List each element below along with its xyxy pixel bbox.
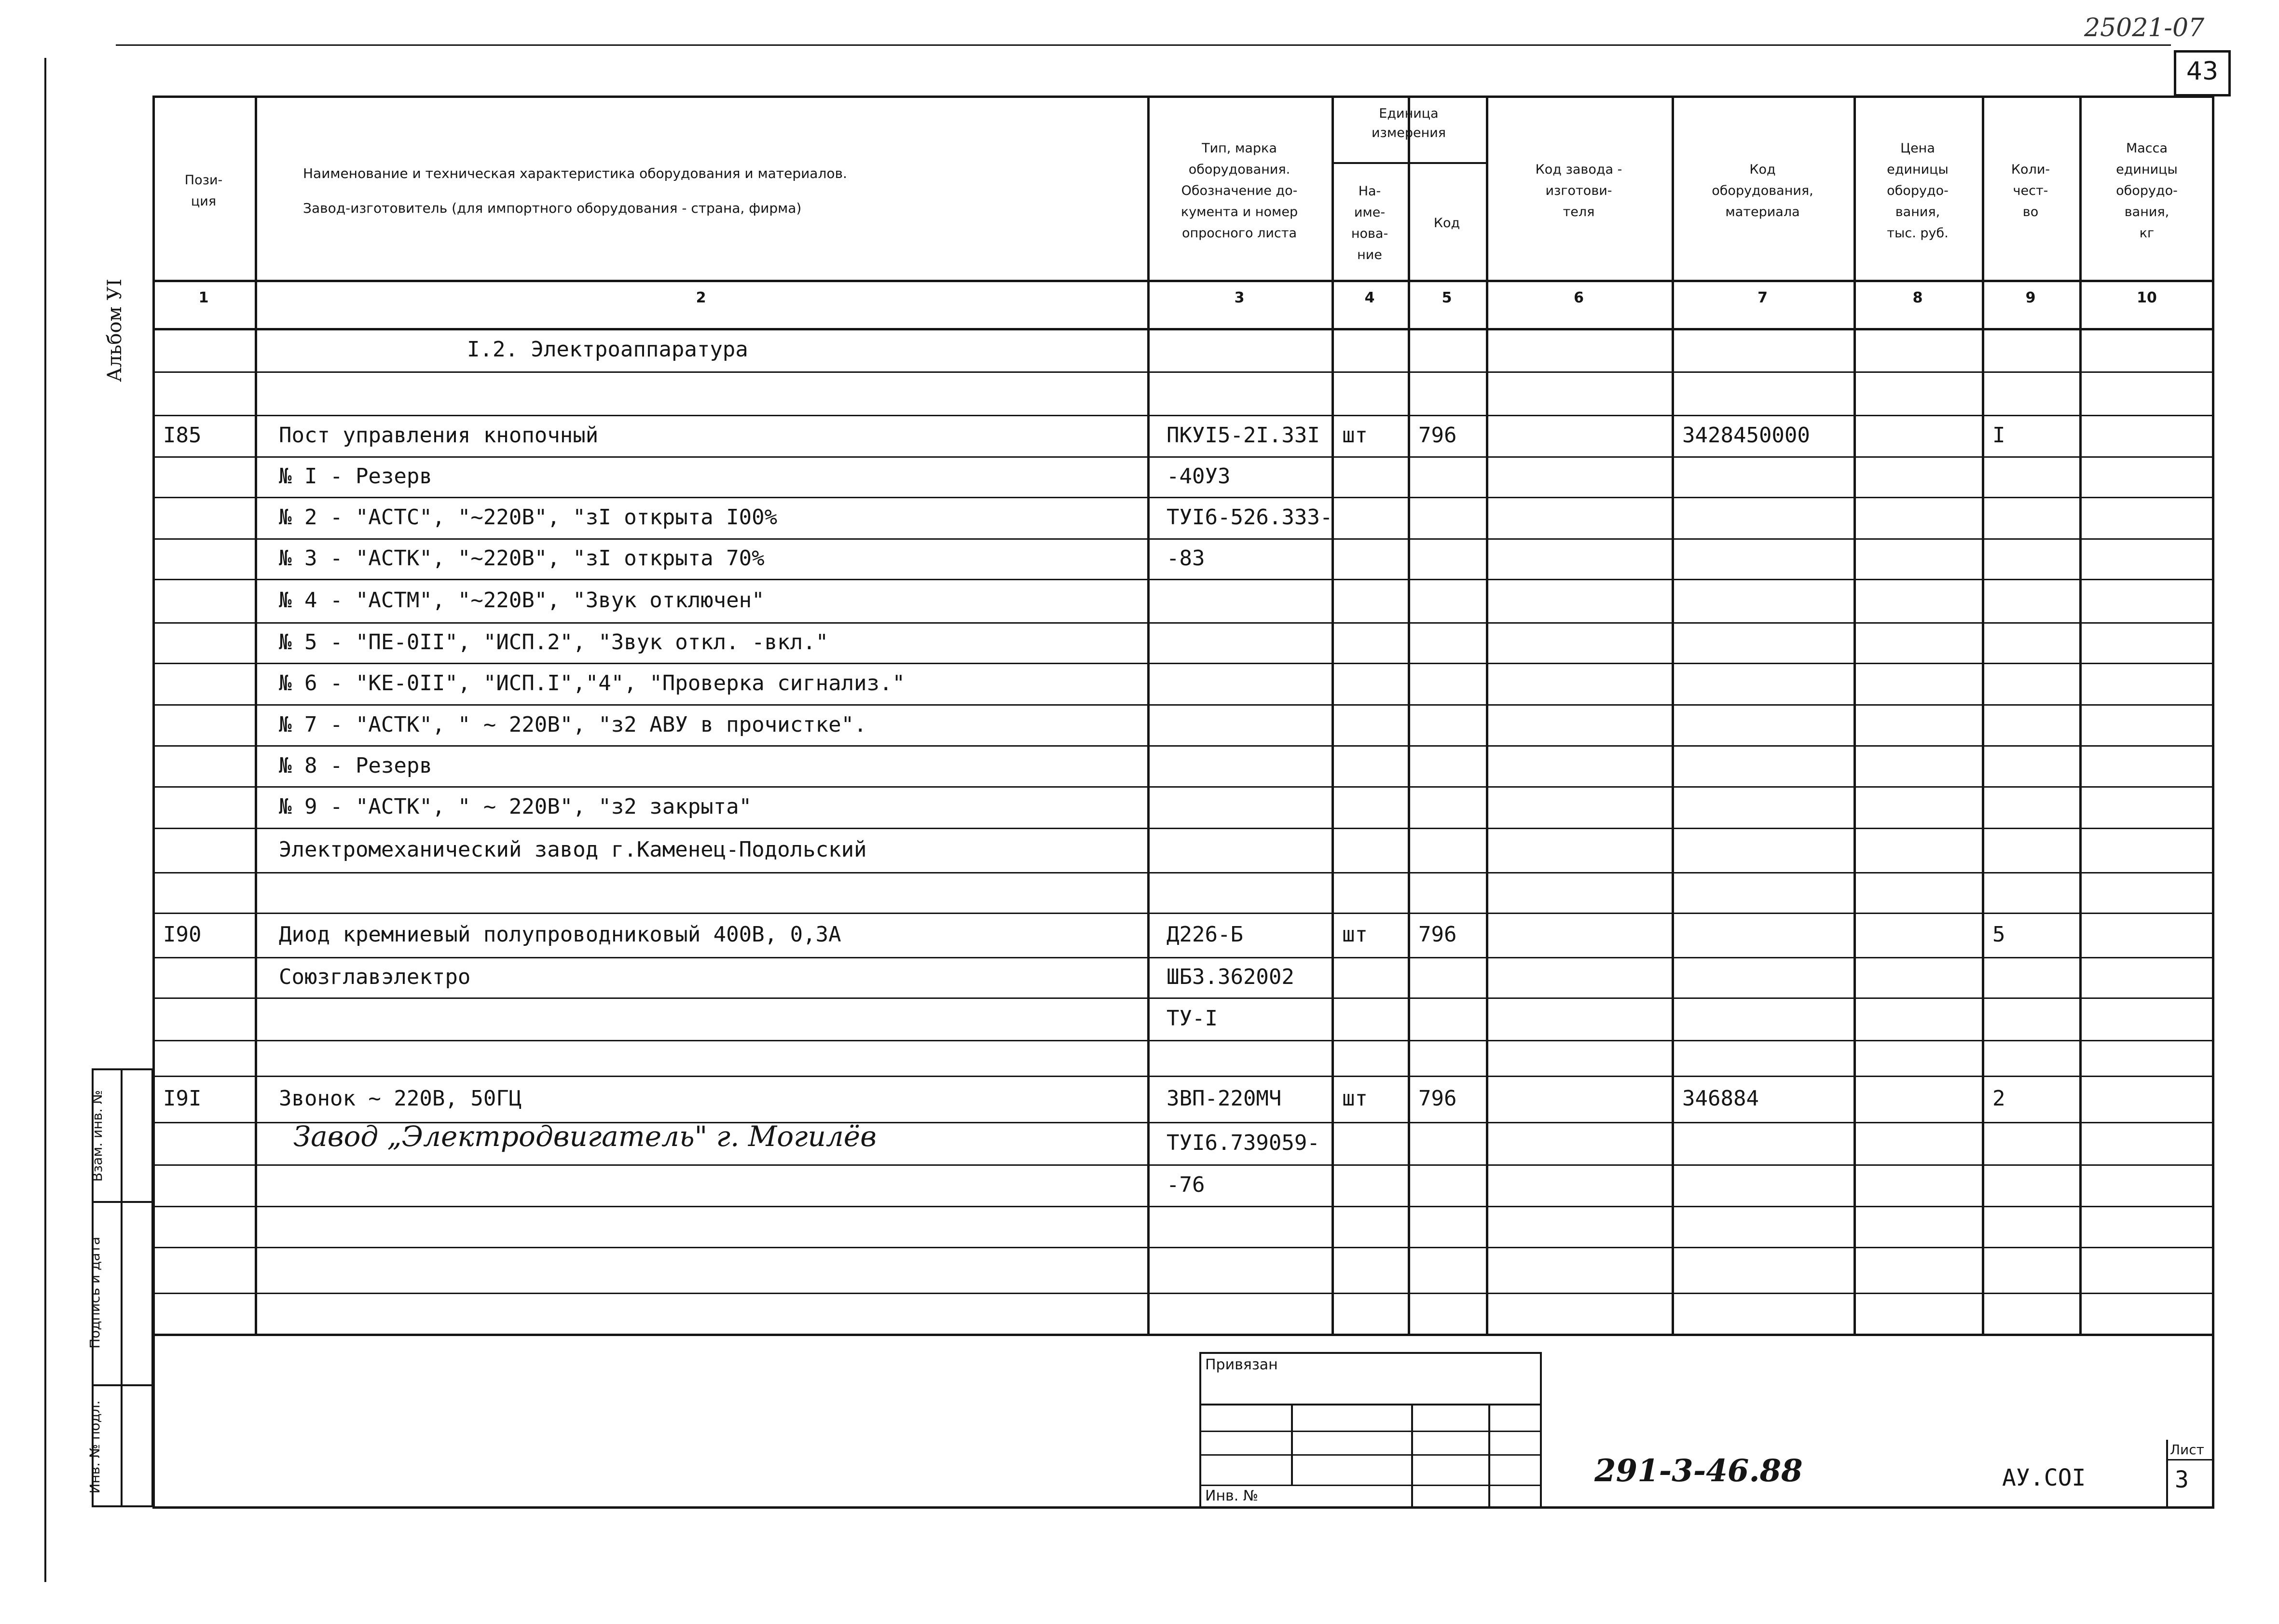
header-col-number-7: 7 <box>1757 289 1768 306</box>
row-line <box>152 704 2214 706</box>
header-col-4-line: нова- <box>1351 226 1388 241</box>
row-line <box>152 579 2214 580</box>
cell-type: ТУI6.739059- <box>1167 1131 1320 1155</box>
header-col-number-1: 1 <box>198 289 209 306</box>
header-col-1-line: Пози- <box>184 173 223 188</box>
sheet-number: 3 <box>2175 1466 2189 1493</box>
header-col-7-line: материала <box>1725 205 1800 219</box>
cell-qty: I <box>1992 423 2005 448</box>
stamp-inv-label: Инв. № <box>1205 1488 1259 1504</box>
cell-equip: 346884 <box>1682 1086 1759 1111</box>
row-line <box>152 415 2214 416</box>
header-col-6-line: изготови- <box>1545 183 1612 198</box>
header-col-8-line: Цена <box>1900 141 1935 156</box>
cell-pos: I9I <box>163 1086 202 1111</box>
row-line <box>152 456 2214 458</box>
header-col-8-line: единицы <box>1887 162 1949 177</box>
row-line <box>152 786 2214 788</box>
cell-name: № 3 - "АСТК", "~220В", "зI открыта 70% <box>279 546 765 571</box>
side-label-vzam: Взам. инв. № <box>89 1090 105 1182</box>
cell-name: № 5 - "ПЕ-0II", "ИСП.2", "Звук откл. -вкл." <box>279 630 829 655</box>
header-col-4-line: На- <box>1358 183 1381 199</box>
header-col-8-line: тыс. руб. <box>1887 226 1949 241</box>
header-col-number-6: 6 <box>1574 289 1584 306</box>
cell-type: ТУI6-526.333- <box>1167 505 1333 530</box>
cell-equip: 3428450000 <box>1682 423 1810 448</box>
header-col-1-line: ция <box>191 194 217 209</box>
cell-name: Пост управления кнопочный <box>279 423 599 448</box>
number-row-line <box>152 328 2214 330</box>
header-col-10-line: кг <box>2139 226 2155 241</box>
stamp-bound-line4 <box>1199 1485 1542 1486</box>
unit-group-label: Единица измерения <box>1371 106 1446 140</box>
corner-code: 25021-07 <box>2084 14 2205 42</box>
header-col-9-line: чест- <box>2013 183 2048 198</box>
cell-name: Диод кремниевый полупроводниковый 400В, 0,3А <box>279 922 841 947</box>
header-col-8-line: оборудо- <box>1887 183 1949 198</box>
cell-name: № 7 - "АСТК", " ~ 220В", "з2 АВУ в прочистке". <box>279 712 867 737</box>
row-line <box>152 1247 2214 1248</box>
cell-type: ТУ-I <box>1167 1006 1218 1031</box>
stamp-bound-vline1 <box>1291 1404 1293 1485</box>
header-col-number-10: 10 <box>2137 289 2157 306</box>
cell-type: -76 <box>1167 1173 1205 1197</box>
stamp-bound-label: Привязан <box>1205 1356 1278 1373</box>
header-col-10-line: Масса <box>2126 141 2168 156</box>
header-col-number-3: 3 <box>1234 289 1245 306</box>
side-stamp-divider <box>121 1068 123 1507</box>
side-label-inv: Инв. № подл. <box>87 1400 103 1494</box>
body-bottom-line <box>152 1334 2214 1336</box>
cell-name: Звонок ~ 220В, 50ГЦ <box>279 1086 522 1111</box>
cell-type: ШБ3.362002 <box>1167 965 1294 989</box>
cell-unit: шт <box>1342 1086 1368 1111</box>
header-col-number-2: 2 <box>696 289 706 306</box>
cell-code: 796 <box>1418 423 1457 448</box>
cell-unit: шт <box>1342 423 1368 448</box>
cell-type: -40У3 <box>1167 464 1231 489</box>
stamp-bound-vline2 <box>1411 1404 1413 1507</box>
stamp-bound-line1 <box>1199 1404 1542 1406</box>
row-line <box>152 745 2214 747</box>
header-col-7-line: Код <box>1749 162 1776 177</box>
row-line <box>152 957 2214 958</box>
header-col-8-line: вания, <box>1895 205 1940 219</box>
unit-group-divider <box>1332 162 1486 164</box>
cell-code: 796 <box>1418 1086 1457 1111</box>
doc-code: АУ.COI <box>2002 1464 2086 1491</box>
cell-name: Завод „Электродвигатель" г. Могилёв <box>293 1120 877 1153</box>
page-number: 43 <box>2186 57 2219 86</box>
row-line <box>152 497 2214 498</box>
cell-name: Электромеханический завод г.Каменец-Подольский <box>279 837 867 862</box>
row-line <box>152 663 2214 664</box>
header-col-4-line: име- <box>1354 205 1386 220</box>
side-label-podpis: Подпись и дата <box>87 1237 103 1349</box>
row-line <box>152 913 2214 914</box>
header-col-number-8: 8 <box>1912 289 1923 306</box>
row-line <box>152 828 2214 829</box>
header-col-10-line: единицы <box>2116 162 2178 177</box>
row-line <box>152 371 2214 373</box>
cell-pos: I85 <box>163 423 202 448</box>
stamp-bound-vline3 <box>1488 1404 1490 1507</box>
side-stamp-sep1 <box>92 1201 153 1203</box>
header-col-2-line: Наименование и техническая характеристика оборудования и материалов. <box>303 165 847 181</box>
cell-unit: шт <box>1342 922 1368 947</box>
header-col-number-5: 5 <box>1442 289 1452 306</box>
cell-type: ЗВП-220МЧ <box>1167 1086 1282 1111</box>
cell-pos: I90 <box>163 922 202 947</box>
cell-type: ПКУI5-2I.33I <box>1167 423 1320 448</box>
left-margin-line <box>44 58 46 1582</box>
header-col-9-line: Коли- <box>2011 162 2050 177</box>
header-col-3-line: кумента и номер <box>1181 205 1298 219</box>
row-line <box>152 1164 2214 1166</box>
row-line <box>152 622 2214 624</box>
cell-name: № 8 - Резерв <box>279 753 432 778</box>
header-col-6-line: Код завода - <box>1535 162 1622 177</box>
header-col-4-line: ние <box>1357 247 1382 262</box>
cell-qty: 2 <box>1992 1086 2005 1111</box>
header-col-3-line: опросного листа <box>1181 226 1297 241</box>
header-col-5-line: Код <box>1433 215 1460 231</box>
row-line <box>152 1293 2214 1294</box>
header-col-9-line: во <box>2022 205 2039 219</box>
header-col-number-4: 4 <box>1364 289 1375 306</box>
sheet-label: Лист <box>2170 1442 2204 1458</box>
row-line <box>152 1206 2214 1207</box>
doc-number: 291-3-46.88 <box>1594 1453 1803 1489</box>
header-col-10-line: вания, <box>2124 205 2169 219</box>
header-col-10-line: оборудо- <box>2116 183 2178 198</box>
header-col-3-line: Обозначение до- <box>1181 183 1298 198</box>
album-label: Альбом УI <box>104 278 126 382</box>
row-line <box>152 997 2214 999</box>
header-bottom-line <box>152 280 2214 282</box>
cell-name: I.2. Электроаппаратура <box>467 337 748 362</box>
header-col-6-line: теля <box>1563 205 1595 219</box>
cell-type: Д226-Б <box>1167 922 1243 947</box>
cell-name: № 6 - "КЕ-0II", "ИСП.I","4", "Проверка сигнализ." <box>279 671 906 696</box>
row-line <box>152 538 2214 540</box>
header-col-number-9: 9 <box>2025 289 2036 306</box>
cell-name: № 2 - "АСТС", "~220В", "зI открыта I00% <box>279 505 778 530</box>
header-col-7-line: оборудования, <box>1712 183 1813 198</box>
cell-name: № 9 - "АСТК", " ~ 220В", "з2 закрыта" <box>279 794 752 819</box>
cell-code: 796 <box>1418 922 1457 947</box>
header-col-3-line: Тип, марка <box>1202 141 1277 156</box>
row-line <box>152 1076 2214 1077</box>
header-col-2-line: Завод-изготовитель (для импортного оборудования - страна, фирма) <box>303 200 802 216</box>
cell-type: -83 <box>1167 546 1205 571</box>
cell-name: № 4 - "АСТМ", "~220В", "Звук отключен" <box>279 588 765 613</box>
cell-qty: 5 <box>1992 922 2005 947</box>
row-line <box>152 872 2214 873</box>
sheet-box-divider <box>2166 1459 2214 1460</box>
stamp-bound-line3 <box>1199 1454 1542 1456</box>
header-col-3-line: оборудования. <box>1188 162 1291 177</box>
cell-name: № I - Резерв <box>279 464 432 489</box>
top-guide-line <box>116 44 2171 46</box>
cell-name: Союзглавэлектро <box>279 965 471 989</box>
row-line <box>152 1040 2214 1041</box>
stamp-bound-line2 <box>1199 1431 1542 1432</box>
